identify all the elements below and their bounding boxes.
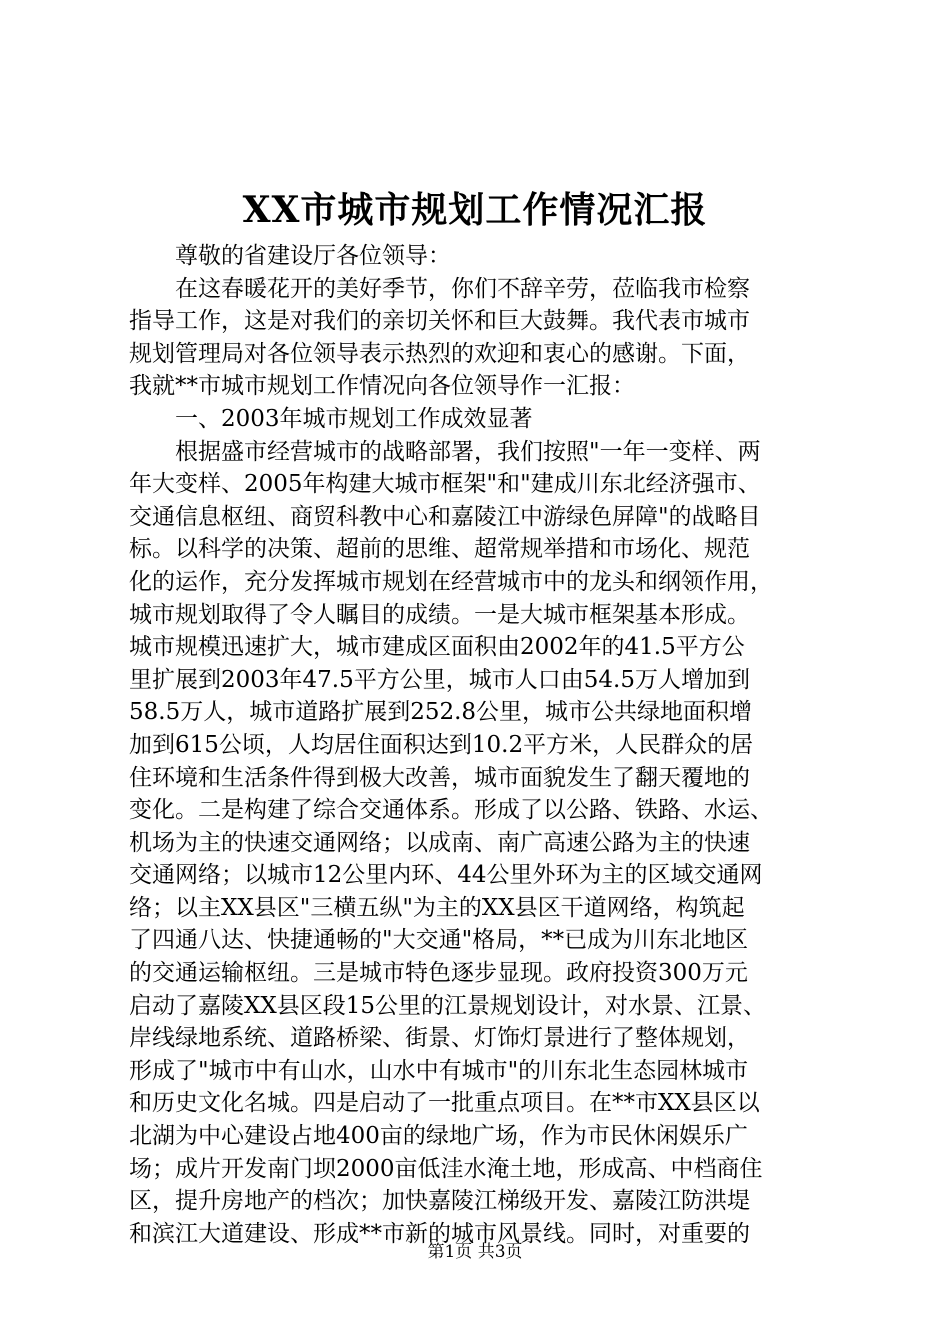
paragraph-line: 根据盛市经营城市的战略部署，我们按照"一年一变样、两 (175, 438, 761, 465)
paragraph-line: 城市规划取得了令人瞩目的成绩。一是大城市框架基本形成。 (129, 601, 750, 628)
paragraph-line: 规划管理局对各位领导表示热烈的欢迎和衷心的感谢。下面， (129, 340, 750, 367)
paragraph-line: 了四通八达、快捷通畅的"大交通"格局，**已成为川东北地区 (129, 927, 749, 954)
paragraph-line: 形成了"城市中有山水，山水中有城市"的川东北生态园林城市 (129, 1057, 749, 1084)
paragraph-line: 的交通运输枢纽。三是城市特色逐步显现。政府投资300万元 (129, 960, 748, 987)
paragraph-line: 变化。二是构建了综合交通体系。形成了以公路、铁路、水运、 (129, 797, 773, 824)
paragraph-line: 交通信息枢纽、商贸科教中心和嘉陵江中游绿色屏障"的战略目 (129, 503, 761, 530)
paragraph-line: 住环境和生活条件得到极大改善，城市面貌发生了翻天覆地的 (129, 764, 750, 791)
paragraph-line: 里扩展到2003年47.5平方公里，城市人口由54.5万人增加到 (129, 666, 750, 693)
paragraph-line: 城市规模迅速扩大，城市建成区面积由2002年的41.5平方公 (129, 634, 745, 661)
document-body (129, 240, 829, 1250)
paragraph-line: 标。以科学的决策、超前的思维、超常规举措和市场化、规范 (129, 536, 750, 563)
paragraph-line: 和滨江大道建设、形成**市新的城市风景线。同时，对重要的 (129, 1220, 750, 1247)
paragraph-line: 络；以主XX县区"三横五纵"为主的XX县区干道网络，构筑起 (129, 894, 745, 921)
paragraph-line: 场；成片开发南门坝2000亩低洼水淹土地，形成高、中档商住 (129, 1155, 763, 1182)
document-title: XX市城市规划工作情况汇报 (242, 189, 708, 231)
paragraph-line: 区，提升房地产的档次；加快嘉陵江梯级开发、嘉陵江防洪堤 (129, 1188, 750, 1215)
paragraph-line: 指导工作，这是对我们的亲切关怀和巨大鼓舞。我代表市城市 (129, 308, 750, 335)
section-heading: 一、2003年城市规划工作成效显著 (175, 405, 533, 432)
paragraph-line: 启动了嘉陵XX县区段15公里的江景规划设计，对水景、江景、 (129, 992, 767, 1019)
paragraph-line: 交通网络；以城市12公里内环、44公里外环为主的区域交通网 (129, 862, 763, 889)
paragraph-line: 58.5万人，城市道路扩展到252.8公里，城市公共绿地面积增 (129, 699, 753, 726)
salutation-line: 尊敬的省建设厅各位领导： (175, 243, 451, 269)
paragraph-line: 在这春暖花开的美好季节，你们不辞辛劳，莅临我市检察 (175, 275, 750, 302)
paragraph-line: 岸线绿地系统、道路桥梁、街景、灯饰灯景进行了整体规划， (129, 1025, 750, 1052)
paragraph-line: 机场为主的快速交通网络；以成南、南广高速公路为主的快速 (129, 829, 750, 856)
paragraph-line: 和历史文化名城。四是启动了一批重点项目。在**市XX县区以 (129, 1090, 760, 1117)
paragraph-line: 北湖为中心建设占地400亩的绿地广场，作为市民休闲娱乐广 (129, 1123, 748, 1150)
paragraph-line: 化的运作，充分发挥城市规划在经营城市中的龙头和纲领作用， (129, 568, 773, 595)
paragraph-line: 加到615公顷，人均居住面积达到10.2平方米，人民群众的居 (129, 731, 754, 758)
paragraph-line: 我就**市城市规划工作情况向各位领导作一汇报： (129, 373, 635, 400)
page-number-footer: 第1页 共3页 (427, 1242, 523, 1262)
paragraph-line: 年大变样、2005年构建大城市框架"和"建成川东北经济强市、 (129, 471, 761, 498)
